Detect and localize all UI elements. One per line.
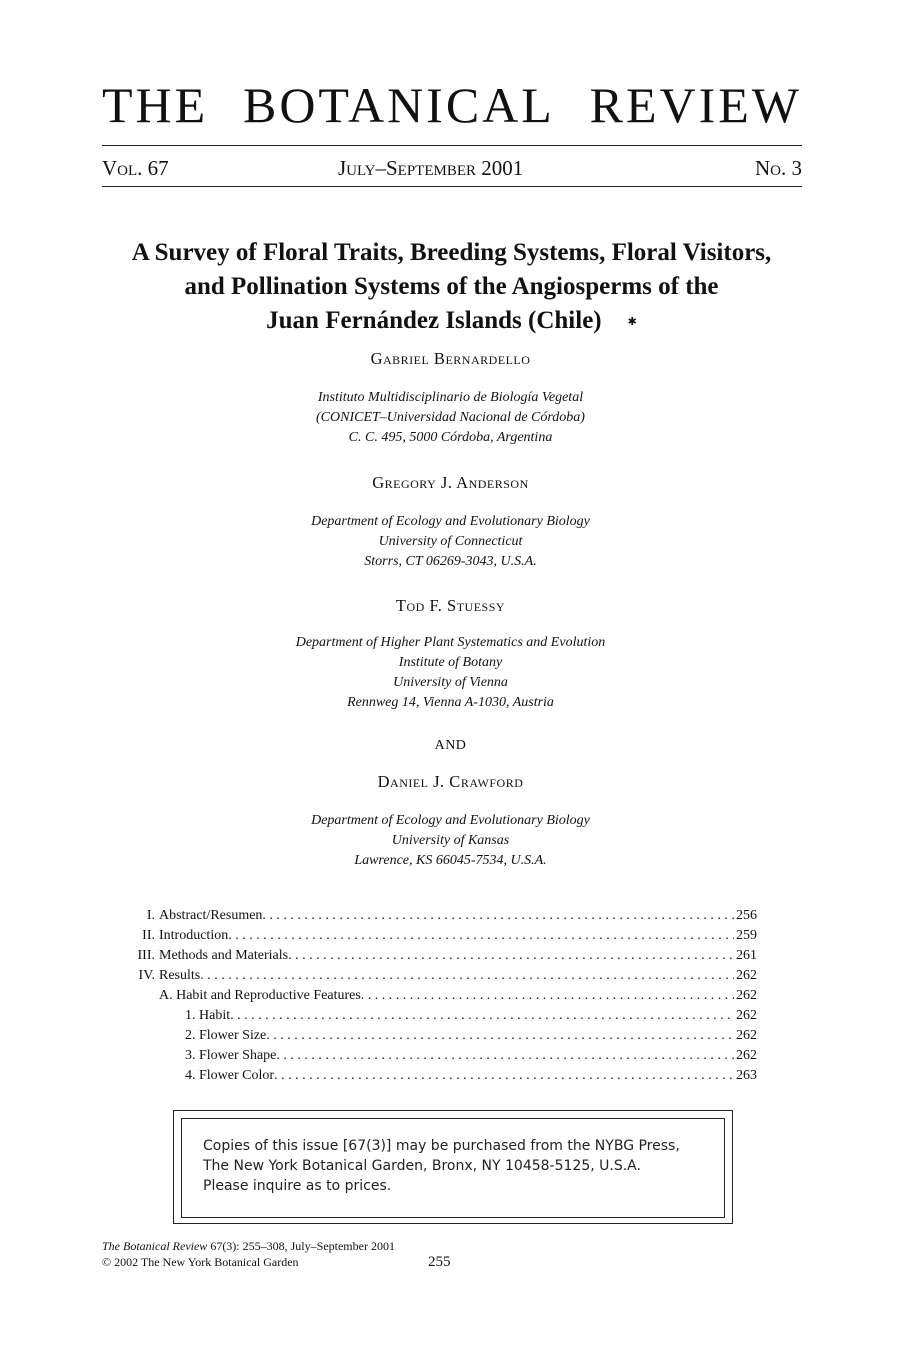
- toc-label: 4. Flower Color: [185, 1068, 275, 1083]
- toc-leader: [288, 946, 734, 966]
- toc-page: 262: [736, 1028, 757, 1043]
- journal-name: The Botanical Review: [102, 1239, 208, 1253]
- affiliation-line: Institute of Botany: [398, 655, 503, 670]
- affiliation-line: Storrs, CT 06269-3043, U.S.A.: [364, 554, 537, 569]
- toc-page: 262: [736, 968, 757, 983]
- toc-entry: [117, 986, 757, 1006]
- affiliation-line: Department of Ecology and Evolutionary Biology: [311, 813, 590, 828]
- toc-entry: [117, 1026, 757, 1046]
- author-name: Daniel J. Crawford: [377, 772, 524, 791]
- toc-leader: [228, 926, 734, 946]
- masthead-top-rule: [102, 145, 802, 146]
- author-name: Gabriel Bernardello: [370, 349, 531, 368]
- toc-entry: [117, 906, 757, 926]
- toc-number: IV.: [138, 968, 155, 983]
- toc-entry: [117, 926, 757, 946]
- article-title-line: A Survey of Floral Traits, Breeding Systems, Floral Visitors,: [131, 239, 772, 266]
- toc-label: 2. Flower Size: [185, 1028, 267, 1043]
- toc-entry: [117, 1006, 757, 1026]
- volume-label: Vol. 67: [102, 156, 169, 180]
- masthead-bottom-rule: [102, 186, 802, 187]
- toc-label: 3. Flower Shape: [185, 1048, 277, 1063]
- toc-label: A. Habit and Reproductive Features: [159, 988, 361, 1003]
- toc-page: 262: [736, 988, 757, 1003]
- copyright-line: © 2002 The New York Botanical Garden: [102, 1255, 299, 1269]
- article-title: [100, 236, 803, 339]
- toc-label: Methods and Materials: [159, 948, 289, 963]
- toc-page: 262: [736, 1008, 757, 1023]
- flower-mark-icon: ✱: [627, 316, 637, 329]
- notice-line: The New York Botanical Garden, Bronx, NY 10458-5125, U.S.A.: [203, 1158, 641, 1174]
- notice-line: Please inquire as to prices.: [203, 1178, 392, 1194]
- toc-page: 262: [736, 1048, 757, 1063]
- journal-title-word: REVIEW: [589, 77, 802, 133]
- table-of-contents: [117, 906, 757, 1086]
- notice-line: Copies of this issue [67(3)] may be purchased from the NYBG Press,: [203, 1138, 680, 1154]
- toc-label: Abstract/Resumen: [159, 908, 263, 923]
- author-name: Tod F. Stuessy: [395, 596, 506, 615]
- toc-leader: [276, 1046, 734, 1066]
- toc-page: 261: [736, 948, 757, 963]
- toc-entry: [117, 1066, 757, 1086]
- toc-number: II.: [142, 928, 155, 943]
- toc-leader: [262, 906, 734, 926]
- article-title-line: [100, 304, 803, 339]
- toc-leader: [274, 1066, 734, 1086]
- journal-title-word: BOTANICAL: [242, 77, 555, 133]
- toc-entry: [117, 1046, 757, 1066]
- toc-leader: [266, 1026, 734, 1046]
- author-name: Gregory J. Anderson: [372, 473, 529, 492]
- toc-page: 259: [736, 928, 757, 943]
- author-affiliation: [0, 811, 901, 871]
- toc-page: 256: [736, 908, 757, 923]
- toc-page: 263: [736, 1068, 757, 1083]
- author-affiliation: [0, 633, 901, 713]
- toc-number: I.: [146, 908, 155, 923]
- author-affiliation: [0, 388, 901, 448]
- toc-leader: [200, 966, 734, 986]
- article-title-line-text: Juan Fernández Islands (Chile): [266, 307, 602, 334]
- page-number: 255: [428, 1254, 451, 1270]
- toc-label: 1. Habit: [185, 1008, 231, 1023]
- affiliation-line: University of Kansas: [391, 833, 510, 848]
- affiliation-line: Department of Ecology and Evolutionary Biology: [311, 514, 590, 529]
- toc-number: III.: [137, 948, 155, 963]
- purchase-notice: [203, 1136, 713, 1196]
- affiliation-line: Instituto Multidisciplinario de Biología Vegetal: [317, 390, 584, 405]
- citation-details: 67(3): 255–308, July–September 2001: [207, 1239, 395, 1253]
- number-label: No. 3: [755, 156, 802, 180]
- affiliation-line: University of Vienna: [393, 675, 508, 690]
- toc-label: Results: [159, 968, 201, 983]
- journal-title-word: THE: [102, 77, 209, 133]
- citation-footer: [102, 1238, 395, 1270]
- journal-title: [102, 77, 802, 133]
- author-affiliation: [0, 512, 901, 572]
- toc-entry: [117, 946, 757, 966]
- affiliation-line: (CONICET–Universidad Nacional de Córdoba): [316, 410, 585, 425]
- affiliation-line: Department of Higher Plant Systematics and Evolution: [295, 635, 606, 650]
- and-separator: AND: [434, 738, 467, 753]
- affiliation-line: Lawrence, KS 66045-7534, U.S.A.: [354, 853, 547, 868]
- affiliation-line: C. C. 495, 5000 Córdoba, Argentina: [348, 430, 553, 445]
- affiliation-line: Rennweg 14, Vienna A-1030, Austria: [347, 695, 554, 710]
- citation-line: [102, 1238, 395, 1254]
- toc-leader: [361, 986, 734, 1006]
- toc-leader: [230, 1006, 734, 1026]
- affiliation-line: University of Connecticut: [378, 534, 523, 549]
- issue-line: [102, 156, 802, 181]
- article-title-line: and Pollination Systems of the Angiosperms of the: [184, 273, 719, 300]
- issue-date: July–September 2001: [338, 156, 524, 180]
- toc-entry: [117, 966, 757, 986]
- toc-label: Introduction: [159, 928, 229, 943]
